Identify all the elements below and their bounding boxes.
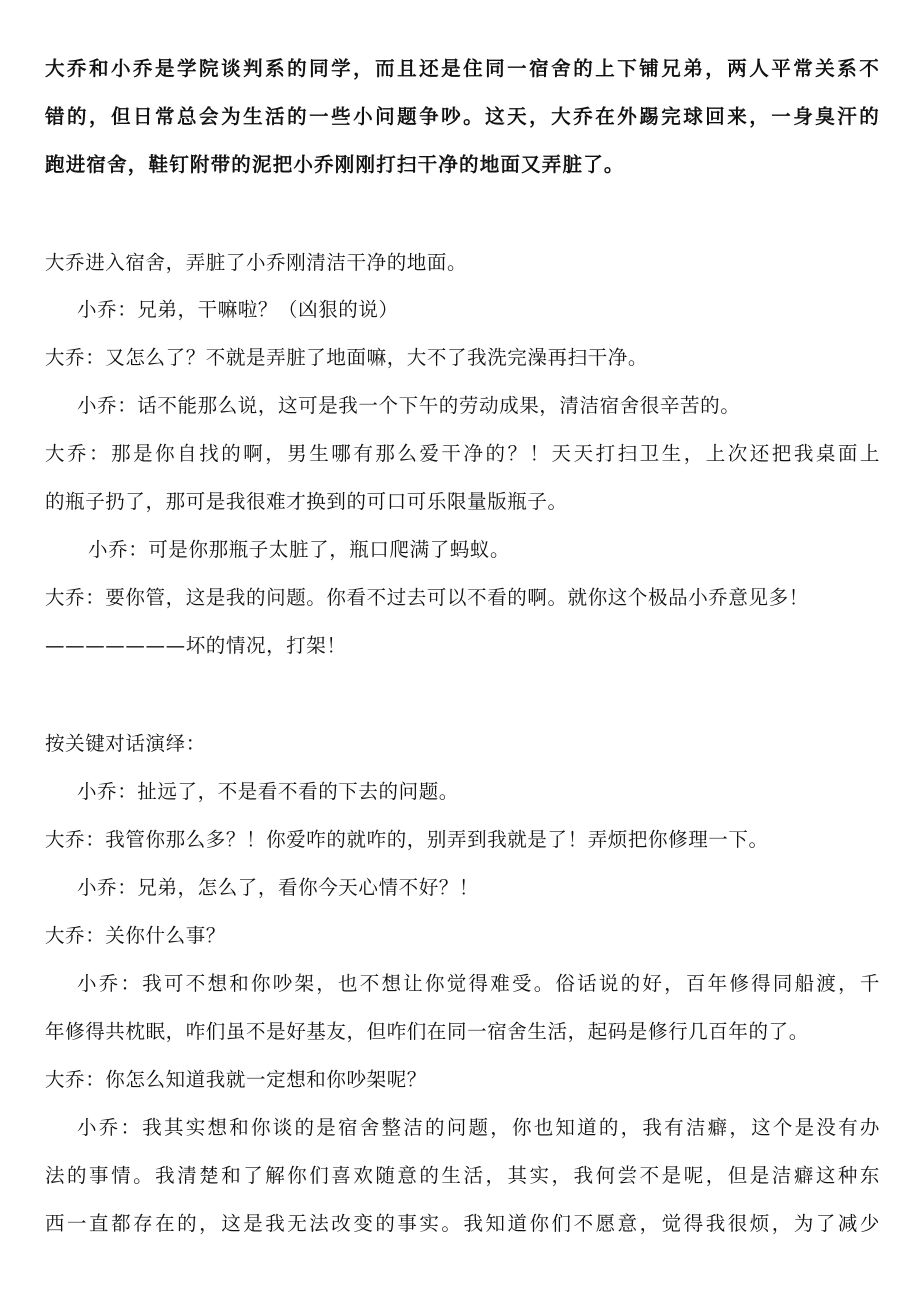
dialogue-xiaoqiao-cont: 西一直都存在的，这是我无法改变的事实。我知道你们不愿意，觉得我很烦，为了减少 [45, 1212, 880, 1235]
intro-line-2: 错的，但日常总会为生活的一些小问题争吵。这天，大乔在外踢完球回来，一身臭汗的 [45, 105, 880, 128]
dialogue-xiaoqiao: 小乔：我其实想和你谈的是宿舍整洁的问题，你也知道的，我有洁癖，这个是没有办 [77, 1116, 880, 1139]
dialogue-xiaoqiao: 小乔：我可不想和你吵架，也不想让你觉得难受。俗话说的好，百年修得同船渡，千 [77, 972, 880, 995]
scene1-narration: 大乔进入宿舍，弄脏了小乔刚清洁干净的地面。 [45, 251, 468, 274]
dialogue-xiaoqiao: 小乔：兄弟，干嘛啦？（凶狠的说） [77, 298, 399, 321]
dialogue-daqiao: 大乔：又怎么了？不就是弄脏了地面嘛，大不了我洗完澡再扫干净。 [45, 346, 649, 369]
intro-line-1: 大乔和小乔是学院谈判系的同学，而且还是住同一宿舍的上下铺兄弟，两人平常关系不 [45, 57, 880, 80]
dialogue-daqiao: 大乔：关你什么事？ [45, 924, 226, 947]
dialogue-xiaoqiao: 小乔：话不能那么说，这可是我一个下午的劳动成果，清洁宿舍很辛苦的。 [77, 394, 741, 417]
dialogue-daqiao: 大乔：那是你自找的啊，男生哪有那么爱干净的？！天天打扫卫生，上次还把我桌面上 [45, 442, 880, 465]
dialogue-daqiao-cont: 的瓶子扔了，那可是我很难才换到的可口可乐限量版瓶子。 [45, 490, 568, 513]
scene1-outcome: ———————坏的情况，打架！ [45, 634, 347, 657]
dialogue-daqiao: 大乔：要你管，这是我的问题。你看不过去可以不看的啊。就你这个极品小乔意见多！ [45, 586, 809, 609]
dialogue-xiaoqiao: 小乔：兄弟，怎么了，看你今天心情不好？！ [77, 876, 480, 899]
dialogue-xiaoqiao-cont: 年修得共枕眠，咋们虽不是好基友，但咋们在同一宿舍生活，起码是修行几百年的了。 [45, 1020, 809, 1043]
intro-line-3: 跑进宿舍，鞋钉附带的泥把小乔刚刚打扫干净的地面又弄脏了。 [45, 153, 625, 176]
dialogue-xiaoqiao: 小乔：扯远了，不是看不看的下去的问题。 [77, 780, 459, 803]
dialogue-xiaoqiao-cont: 法的事情。我清楚和了解你们喜欢随意的生活，其实，我何尝不是呢，但是洁癖这种东 [45, 1164, 880, 1187]
dialogue-daqiao: 大乔：我管你那么多？！你爱咋的就咋的，别弄到我就是了！弄烦把你修理一下。 [45, 828, 769, 851]
dialogue-daqiao: 大乔：你怎么知道我就一定想和你吵架呢？ [45, 1068, 427, 1091]
scene2-heading: 按关键对话演绎： [45, 732, 206, 755]
dialogue-xiaoqiao: 小乔：可是你那瓶子太脏了，瓶口爬满了蚂蚁。 [88, 538, 511, 561]
